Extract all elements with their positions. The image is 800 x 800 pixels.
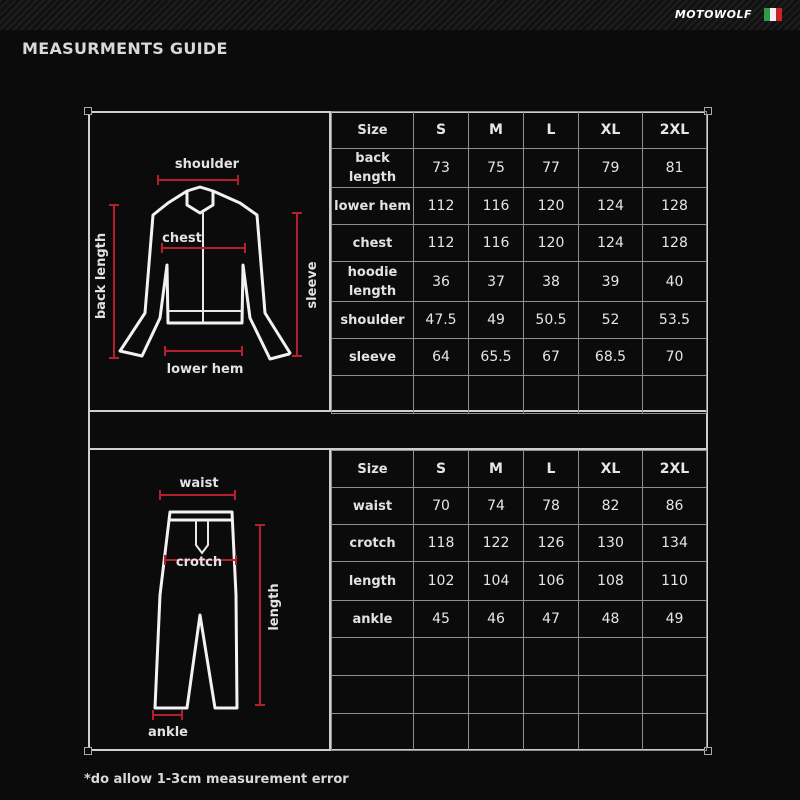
- table-cell: 36: [414, 262, 469, 302]
- row-label: crotch: [332, 525, 414, 562]
- measurement-error-note: *do allow 1-3cm measurement error: [84, 772, 349, 787]
- table-cell: 81: [643, 149, 707, 188]
- table-cell: 124: [579, 188, 643, 225]
- row-label: ankle: [332, 601, 414, 638]
- italy-flag-icon: [764, 8, 782, 21]
- table-cell: 64: [414, 339, 469, 376]
- header-xl: XL: [579, 112, 643, 149]
- table-cell: 49: [643, 601, 707, 638]
- table-cell: [469, 638, 524, 676]
- table-cell: 82: [579, 488, 643, 525]
- header-size: Size: [332, 112, 414, 149]
- table-row: [332, 601, 707, 638]
- table-cell: [469, 376, 524, 414]
- back-length-label: back length: [94, 232, 109, 320]
- brand-logo: MOTOWOLF: [674, 8, 752, 21]
- table-cell: 118: [414, 525, 469, 562]
- table-row: [332, 262, 707, 302]
- table-row: [332, 525, 707, 562]
- table-row: [332, 225, 707, 262]
- table-cell: 130: [579, 525, 643, 562]
- table-cell: [469, 676, 524, 714]
- top-banner: [0, 0, 800, 30]
- lower-hem-measure-line: [165, 346, 242, 356]
- table-cell: 37: [469, 262, 524, 302]
- pants-diagram: [90, 450, 328, 748]
- table-cell: 73: [414, 149, 469, 188]
- sleeve-label: sleeve: [305, 261, 320, 309]
- row-label: length: [332, 562, 414, 601]
- table-cell: 49: [469, 302, 524, 339]
- table-cell: 116: [469, 225, 524, 262]
- table-row: [332, 488, 707, 525]
- chest-label: chest: [162, 231, 202, 246]
- header-m: M: [469, 112, 524, 149]
- table-cell: [524, 676, 579, 714]
- table-row: [332, 638, 707, 676]
- table-cell: 38: [524, 262, 579, 302]
- table-cell: 112: [414, 188, 469, 225]
- table-cell: [414, 376, 469, 414]
- table-cell: 70: [414, 488, 469, 525]
- header-2xl: 2XL: [643, 112, 707, 149]
- table-cell: [579, 676, 643, 714]
- header-2xl: 2XL: [643, 451, 707, 488]
- table-row: [332, 376, 707, 414]
- table-cell: [643, 638, 707, 676]
- table-row: [332, 562, 707, 601]
- jacket-size-table: [331, 111, 707, 414]
- length-measure-line: [255, 525, 265, 705]
- table-cell: [579, 638, 643, 676]
- table-cell: 46: [469, 601, 524, 638]
- table-cell: 48: [579, 601, 643, 638]
- ankle-measure-line: [153, 710, 182, 720]
- length-label: length: [267, 583, 282, 631]
- table-cell: 120: [524, 188, 579, 225]
- row-label: shoulder: [332, 302, 414, 339]
- row-label: [332, 714, 414, 751]
- table-cell: 77: [524, 149, 579, 188]
- shoulder-label: shoulder: [174, 157, 240, 172]
- header-l: L: [524, 451, 579, 488]
- row-label: waist: [332, 488, 414, 525]
- table-cell: [579, 376, 643, 414]
- row-label: sleeve: [332, 339, 414, 376]
- table-cell: 102: [414, 562, 469, 601]
- page-title: MEASURMENTS GUIDE: [22, 39, 228, 58]
- table-cell: [579, 714, 643, 751]
- table-cell: 104: [469, 562, 524, 601]
- table-cell: 128: [643, 188, 707, 225]
- table-cell: 112: [414, 225, 469, 262]
- table-cell: 120: [524, 225, 579, 262]
- shoulder-measure-line: [158, 175, 238, 185]
- table-cell: 47.5: [414, 302, 469, 339]
- table-cell: 74: [469, 488, 524, 525]
- table-cell: 68.5: [579, 339, 643, 376]
- table-cell: 124: [579, 225, 643, 262]
- table-header-row: [332, 112, 707, 149]
- table-cell: [643, 376, 707, 414]
- pants-fly: [196, 520, 208, 553]
- table-cell: 40: [643, 262, 707, 302]
- frame-corner-bl: [84, 747, 92, 755]
- table-cell: 116: [469, 188, 524, 225]
- table-cell: 106: [524, 562, 579, 601]
- table-cell: [414, 676, 469, 714]
- table-cell: 39: [579, 262, 643, 302]
- row-label: [332, 676, 414, 714]
- table-cell: [524, 638, 579, 676]
- jacket-diagram: [90, 113, 328, 409]
- table-row: [332, 302, 707, 339]
- sleeve-measure-line: [292, 213, 302, 356]
- table-cell: [643, 676, 707, 714]
- table-row: [332, 188, 707, 225]
- table-cell: 52: [579, 302, 643, 339]
- header-size: Size: [332, 451, 414, 488]
- table-cell: 79: [579, 149, 643, 188]
- table-cell: 108: [579, 562, 643, 601]
- table-cell: 65.5: [469, 339, 524, 376]
- table-cell: 134: [643, 525, 707, 562]
- header-xl: XL: [579, 451, 643, 488]
- table-cell: [414, 714, 469, 751]
- row-label: lower hem: [332, 188, 414, 225]
- back-length-measure-line: [109, 205, 119, 358]
- waist-label: waist: [179, 476, 219, 491]
- header-m: M: [469, 451, 524, 488]
- row-label: [332, 638, 414, 676]
- jacket-outline: [120, 187, 290, 359]
- row-label: chest: [332, 225, 414, 262]
- header-s: S: [414, 112, 469, 149]
- row-label: back length: [332, 149, 414, 188]
- pants-size-table: [331, 450, 707, 751]
- ankle-label: ankle: [148, 725, 188, 740]
- table-cell: [524, 376, 579, 414]
- table-cell: [643, 714, 707, 751]
- table-row: [332, 714, 707, 751]
- table-cell: 53.5: [643, 302, 707, 339]
- table-cell: 67: [524, 339, 579, 376]
- table-row: [332, 149, 707, 188]
- table-cell: 50.5: [524, 302, 579, 339]
- table-cell: [414, 638, 469, 676]
- table-cell: 75: [469, 149, 524, 188]
- table-cell: 126: [524, 525, 579, 562]
- row-label: [332, 376, 414, 414]
- header-l: L: [524, 112, 579, 149]
- table-cell: 128: [643, 225, 707, 262]
- row-label: hoodie length: [332, 262, 414, 302]
- table-cell: 78: [524, 488, 579, 525]
- table-row: [332, 339, 707, 376]
- crotch-label: crotch: [175, 555, 223, 570]
- header-s: S: [414, 451, 469, 488]
- flag-stripe-red: [776, 8, 782, 21]
- table-cell: 110: [643, 562, 707, 601]
- table-row: [332, 676, 707, 714]
- table-cell: 47: [524, 601, 579, 638]
- lower-hem-label: lower hem: [166, 362, 244, 377]
- table-cell: 45: [414, 601, 469, 638]
- table-cell: 122: [469, 525, 524, 562]
- table-header-row: [332, 451, 707, 488]
- table-cell: [524, 714, 579, 751]
- waist-measure-line: [160, 490, 235, 500]
- table-cell: 70: [643, 339, 707, 376]
- jacket-collar: [187, 191, 213, 213]
- table-cell: [469, 714, 524, 751]
- table-cell: 86: [643, 488, 707, 525]
